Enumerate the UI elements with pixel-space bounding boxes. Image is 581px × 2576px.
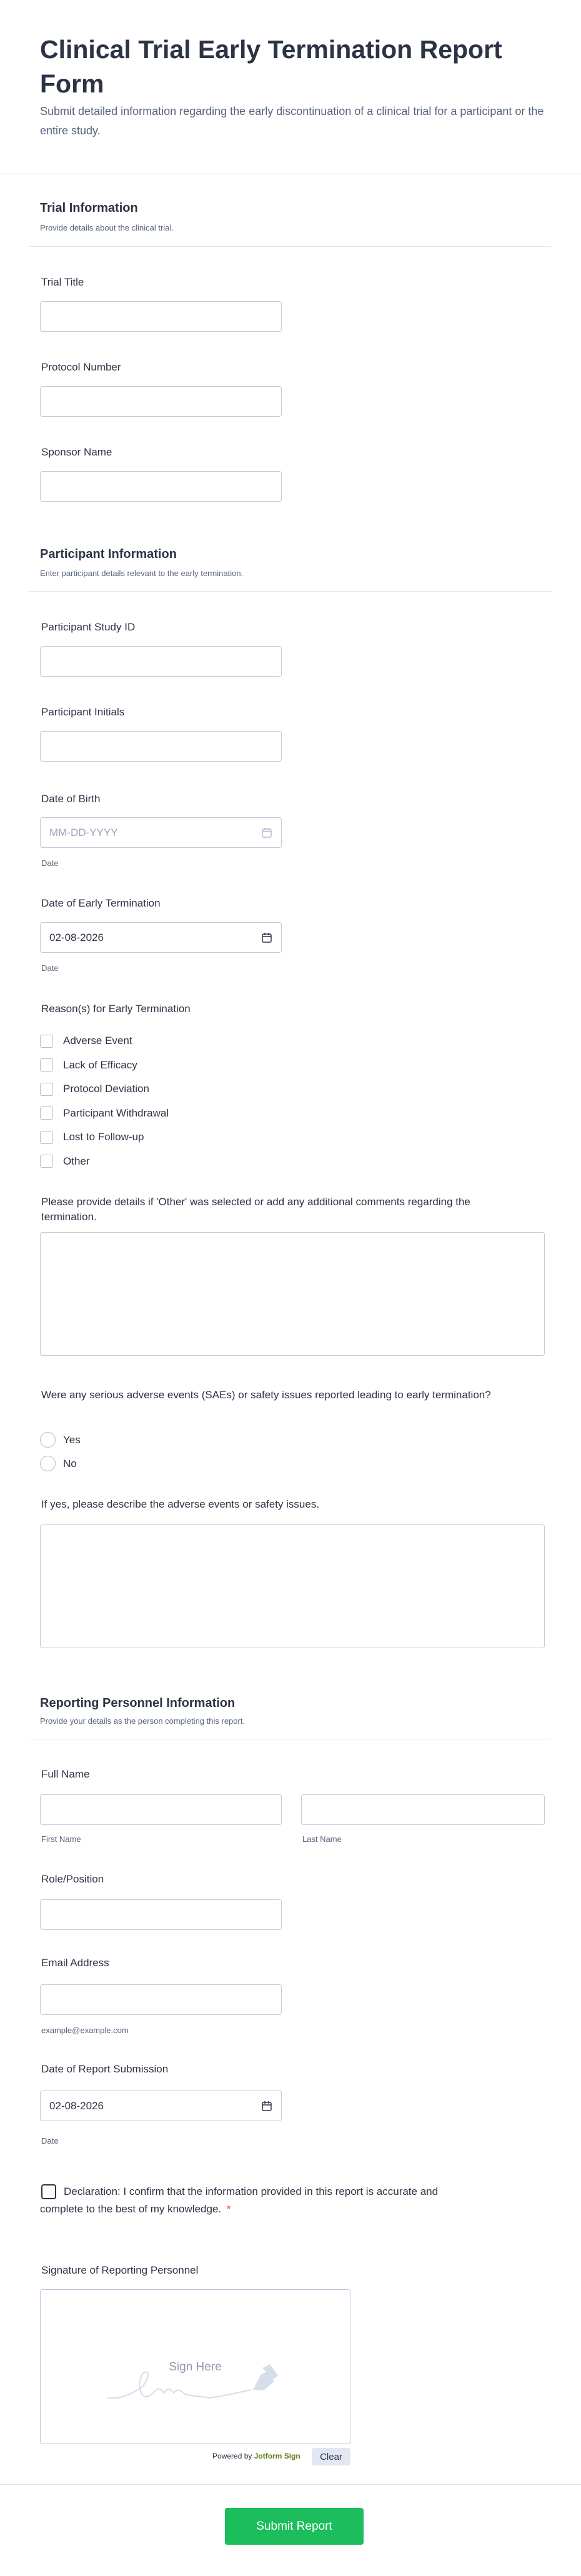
section-divider <box>29 591 551 592</box>
termination-date-input[interactable] <box>40 922 282 953</box>
checkbox[interactable] <box>40 1155 53 1168</box>
last-name-sublabel: Last Name <box>302 1834 342 1844</box>
report-date-value: 02-08-2026 <box>49 2099 104 2112</box>
reason-option[interactable]: Protocol Deviation <box>40 1077 169 1102</box>
reason-option[interactable]: Other <box>40 1150 169 1174</box>
checkbox[interactable] <box>40 1131 53 1144</box>
checkbox[interactable] <box>40 1083 53 1096</box>
calendar-icon[interactable] <box>261 932 272 943</box>
termination-date-value: 02-08-2026 <box>49 931 104 943</box>
study-id-label: Participant Study ID <box>41 621 136 633</box>
calendar-icon[interactable] <box>261 827 272 838</box>
dob-label: Date of Birth <box>41 793 101 805</box>
sae-label: Were any serious adverse events (SAEs) or safety issues reported leading to early termination? <box>41 1389 491 1401</box>
section-subheading-personnel: Provide your details as the person completing this report. <box>40 1716 246 1726</box>
signature-label: Signature of Reporting Personnel <box>41 2264 199 2276</box>
signature-pad[interactable] <box>40 2289 350 2444</box>
dob-placeholder: MM-DD-YYYY <box>49 826 118 838</box>
section-subheading-trial: Provide details about the clinical trial. <box>40 223 174 232</box>
protocol-number-input[interactable] <box>40 386 282 417</box>
page-subtitle: Submit detailed information regarding the early discontinuation of a clinical trial for a participant or the entire study. <box>40 105 544 137</box>
sae-description-textarea[interactable] <box>40 1524 545 1648</box>
comments-textarea[interactable] <box>40 1232 545 1356</box>
section-subheading-participant: Enter participant details relevant to the early termination. <box>40 569 244 578</box>
powered-by <box>212 2452 300 2460</box>
signature-pen-icon <box>106 2362 287 2405</box>
sponsor-name-input[interactable] <box>40 471 282 502</box>
study-id-input[interactable] <box>40 646 282 677</box>
reason-option[interactable]: Participant Withdrawal <box>40 1102 169 1126</box>
comments-label: Please provide details if 'Other' was selected or add any additional comments regarding the termination. <box>41 1196 470 1223</box>
declaration-label: Declaration: I confirm that the information provided in this report is accurate and complete to the best of my knowledge. <box>40 2186 439 2215</box>
checkbox[interactable] <box>40 1035 53 1048</box>
section-heading-personnel: Reporting Personnel Information <box>40 1696 236 1710</box>
report-date-input[interactable] <box>40 2091 282 2121</box>
report-date-sublabel: Date <box>41 2136 59 2146</box>
role-label: Role/Position <box>41 1873 104 1885</box>
dob-sublabel: Date <box>41 858 59 868</box>
termination-date-label: Date of Early Termination <box>41 897 161 909</box>
page-title: Clinical Trial Early Termination Report Form <box>40 35 502 98</box>
reasons-label: Reason(s) for Early Termination <box>41 1003 191 1015</box>
last-name-input[interactable] <box>301 1794 545 1825</box>
clear-signature-button[interactable]: Clear <box>312 2448 350 2465</box>
reason-option[interactable]: Lost to Follow-up <box>40 1125 169 1150</box>
sponsor-name-label: Sponsor Name <box>41 446 112 458</box>
reason-option[interactable]: Adverse Event <box>40 1029 169 1053</box>
checkbox[interactable] <box>40 1106 53 1120</box>
initials-input[interactable] <box>40 731 282 762</box>
declaration-text <box>40 2183 477 2218</box>
submit-button[interactable]: Submit Report <box>225 2508 364 2545</box>
calendar-icon[interactable] <box>261 2101 272 2112</box>
footer-divider <box>0 2484 581 2485</box>
reason-option[interactable]: Lack of Efficacy <box>40 1053 169 1078</box>
protocol-number-label: Protocol Number <box>41 361 121 373</box>
required-asterisk: * <box>226 2203 231 2215</box>
email-sublabel: example@example.com <box>41 2026 129 2035</box>
powered-by-text: Powered by <box>212 2452 252 2460</box>
sae-option-yes[interactable]: Yes <box>40 1432 81 1448</box>
email-label: Email Address <box>41 1957 109 1969</box>
full-name-label: Full Name <box>41 1768 90 1780</box>
termination-date-sublabel: Date <box>41 963 59 973</box>
section-heading-participant: Participant Information <box>40 547 177 561</box>
sae-option-no[interactable]: No <box>40 1456 77 1471</box>
initials-label: Participant Initials <box>41 706 125 718</box>
trial-title-label: Trial Title <box>41 276 84 288</box>
radio[interactable] <box>40 1456 56 1471</box>
role-input[interactable] <box>40 1899 282 1930</box>
reasons-checkbox-list <box>40 1029 169 1173</box>
jotform-sign-link[interactable]: Jotform Sign <box>254 2452 300 2460</box>
email-input[interactable] <box>40 1984 282 2015</box>
first-name-sublabel: First Name <box>41 1834 81 1844</box>
sign-here-text: Sign Here <box>169 2360 222 2374</box>
checkbox[interactable] <box>40 1058 53 1072</box>
first-name-input[interactable] <box>40 1794 282 1825</box>
sae-description-label: If yes, please describe the adverse events or safety issues. <box>41 1498 320 1510</box>
section-heading-trial: Trial Information <box>40 201 138 215</box>
trial-title-input[interactable] <box>40 301 282 332</box>
dob-input[interactable] <box>40 817 282 848</box>
report-date-label: Date of Report Submission <box>41 2063 169 2075</box>
section-divider <box>29 246 551 247</box>
radio[interactable] <box>40 1432 56 1448</box>
